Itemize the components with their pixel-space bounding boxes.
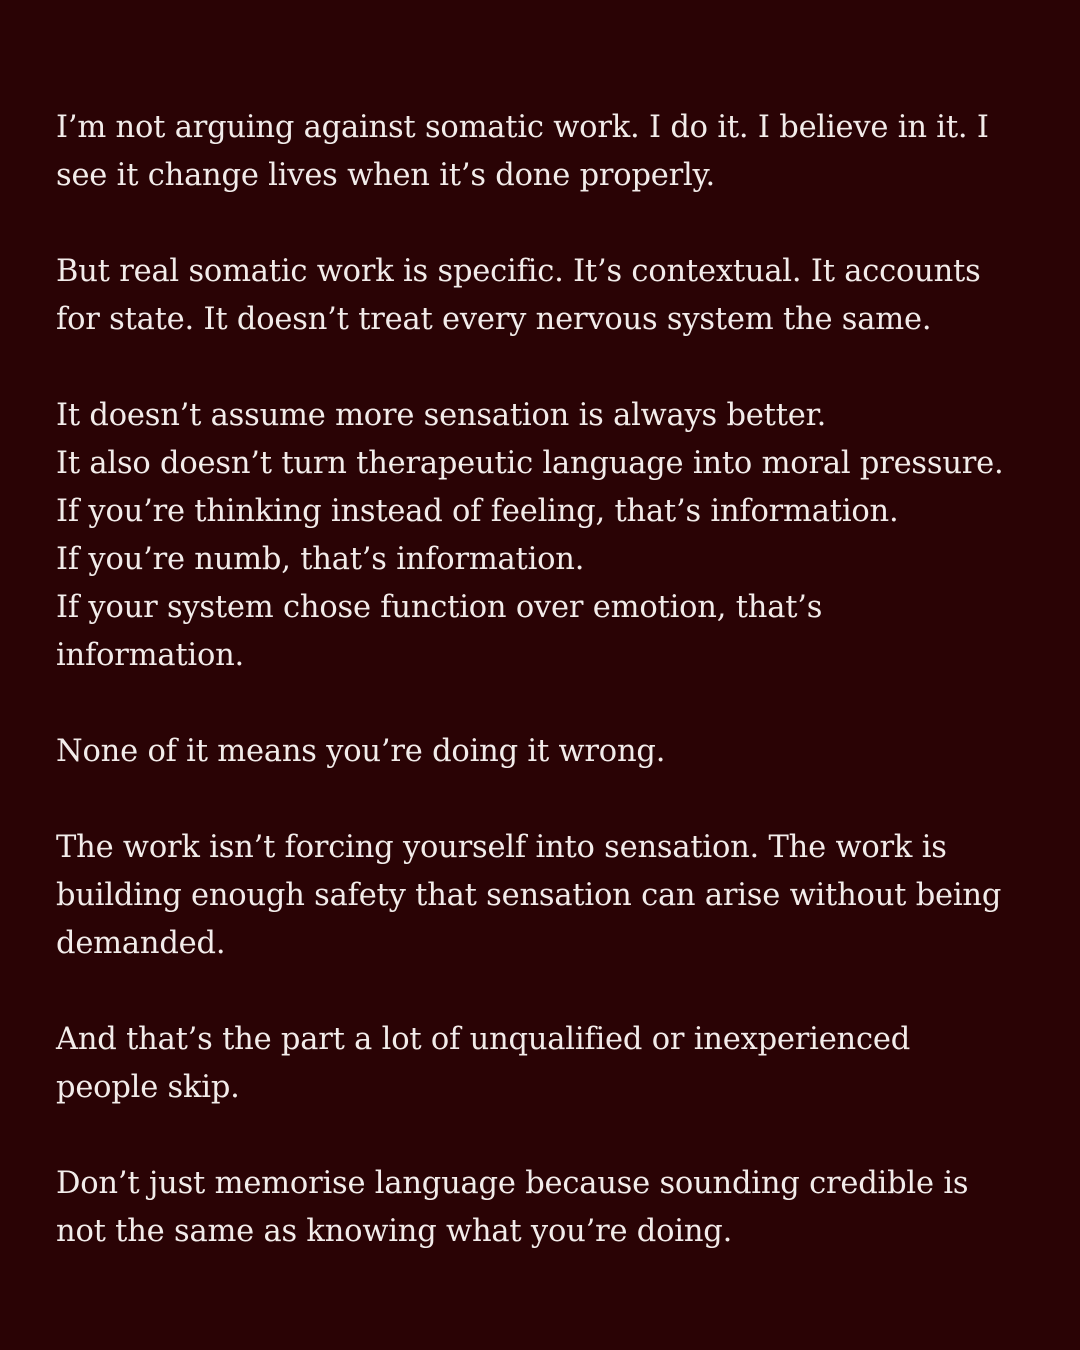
text-line: The work isn’t forcing yourself into sensation. The work is (56, 830, 947, 865)
text-line: people skip. (56, 1070, 240, 1105)
paragraph-3 (56, 392, 1046, 680)
text-line: It also doesn’t turn therapeutic language into moral pressure. (56, 446, 1004, 481)
text-line: It doesn’t assume more sensation is always better. (56, 398, 827, 433)
paragraph-7 (56, 1160, 1046, 1256)
text-line: None of it means you’re doing it wrong. (56, 734, 666, 769)
text-line: for state. It doesn’t treat every nervous system the same. (56, 302, 932, 337)
text-line: Don’t just memorise language because sounding credible is (56, 1166, 969, 1201)
text-line: And that’s the part a lot of unqualified or inexperienced (56, 1022, 911, 1057)
body-text (56, 104, 1046, 1256)
text-line: But real somatic work is specific. It’s contextual. It accounts (56, 254, 981, 289)
text-line: information. (56, 638, 245, 673)
paragraph-2 (56, 248, 1046, 344)
paragraph-6 (56, 1016, 1046, 1112)
paragraph-5 (56, 824, 1046, 968)
text-line: I’m not arguing against somatic work. I do it. I believe in it. I (56, 110, 989, 145)
text-line: building enough safety that sensation can arise without being (56, 878, 1002, 913)
text-line: If you’re numb, that’s information. (56, 542, 585, 577)
text-line: If your system chose function over emotion, that’s (56, 590, 823, 625)
paragraph-4 (56, 728, 1046, 776)
text-line: see it change lives when it’s done properly. (56, 158, 716, 193)
paragraph-1 (56, 104, 1046, 200)
text-line: not the same as knowing what you’re doing. (56, 1214, 733, 1249)
text-line: demanded. (56, 926, 226, 961)
text-line: If you’re thinking instead of feeling, that’s information. (56, 494, 899, 529)
